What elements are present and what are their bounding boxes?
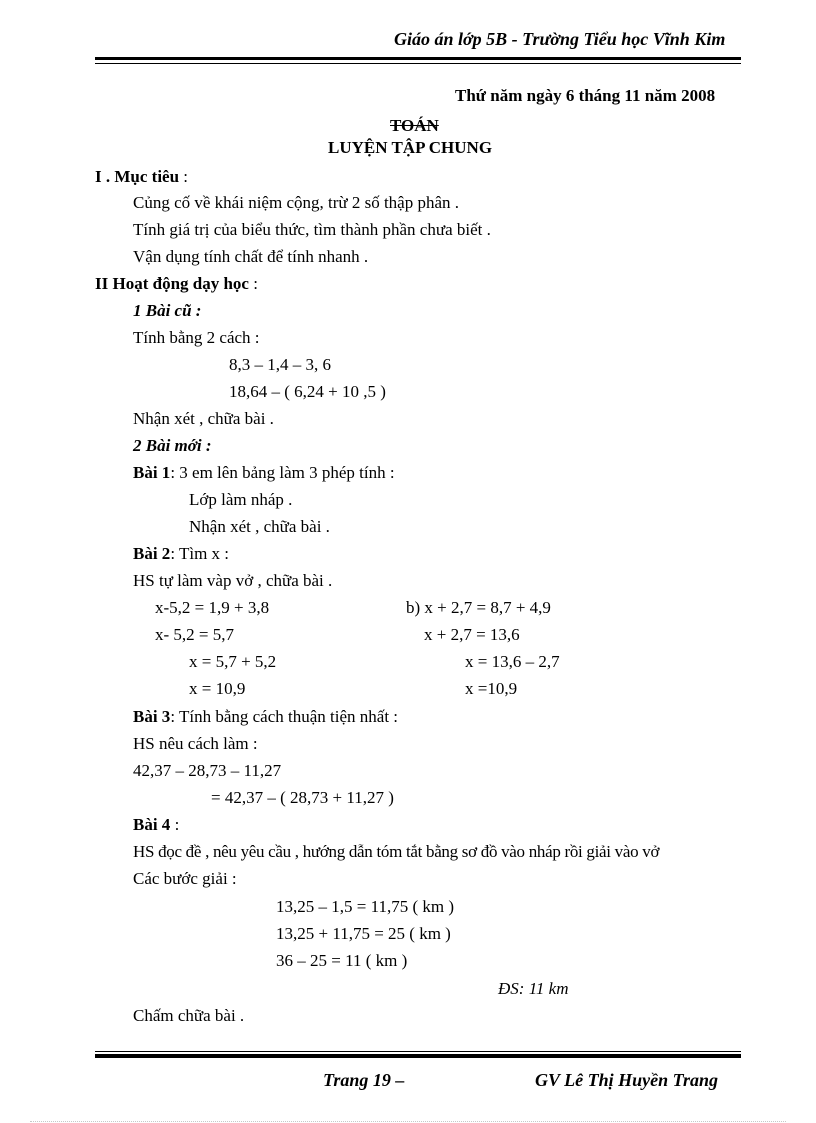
solution-right-line: x =10,9 xyxy=(465,679,518,698)
subject-title: TOÁN xyxy=(390,116,439,135)
solution-left-line: x = 10,9 xyxy=(189,679,246,698)
section2-heading: II Hoạt động dạy học : xyxy=(95,274,258,293)
exercise1-title: Bài 1: 3 em lên bảng làm 3 phép tính : xyxy=(133,463,395,482)
final-answer: ĐS: 11 km xyxy=(498,979,569,998)
bottom-dotted-rule xyxy=(30,1121,786,1122)
math-expression: 18,64 – ( 6,24 + 10 ,5 ) xyxy=(229,382,386,401)
old-lesson-heading: 1 Bài cũ : xyxy=(133,301,202,320)
math-expression: 42,37 – 28,73 – 11,27 xyxy=(133,761,282,780)
header-title: Giáo án lớp 5B - Trường Tiểu học Vĩnh Kim xyxy=(394,29,726,49)
objective-item: Vận dụng tính chất để tính nhanh . xyxy=(133,247,369,266)
math-expression: = 42,37 – ( 28,73 + 11,27 ) xyxy=(211,788,394,807)
lesson-title: LUYỆN TẬP CHUNG xyxy=(328,138,493,157)
math-expression: 8,3 – 1,4 – 3, 6 xyxy=(229,355,331,374)
solution-left-line: x- 5,2 = 5,7 xyxy=(155,625,234,644)
exercise2-intro: HS tự làm vàp vở , chữa bài . xyxy=(133,571,333,590)
objective-item: Tính giá trị của biểu thức, tìm thành phần chưa biết . xyxy=(133,220,491,239)
exercise1-line: Lớp làm nháp . xyxy=(189,490,293,509)
exercise3-title: Bài 3: Tính bằng cách thuận tiện nhất : xyxy=(133,707,399,726)
new-lesson-heading: 2 Bài mới : xyxy=(133,436,212,455)
section1-heading: I . Mục tiêu : xyxy=(95,167,189,186)
old-lesson-prompt: Tính bằng 2 cách : xyxy=(133,328,260,347)
solution-left-line: x-5,2 = 1,9 + 3,8 xyxy=(155,598,270,617)
teacher-name: GV Lê Thị Huyền Trang xyxy=(535,1070,719,1090)
solution-step: 13,25 – 1,5 = 11,75 ( km ) xyxy=(276,897,455,916)
solution-left-line: x = 5,7 + 5,2 xyxy=(189,652,277,671)
steps-label: Các bước giải : xyxy=(133,869,237,888)
lesson-date: Thứ năm ngày 6 tháng 11 năm 2008 xyxy=(455,86,716,105)
solution-right-line: b) x + 2,7 = 8,7 + 4,9 xyxy=(406,598,551,617)
solution-step: 13,25 + 11,75 = 25 ( km ) xyxy=(276,924,451,943)
objective-item: Củng cố về khái niệm cộng, trừ 2 số thập phân . xyxy=(133,193,460,212)
solution-right-line: x + 2,7 = 13,6 xyxy=(424,625,520,644)
old-lesson-note: Nhận xét , chữa bài . xyxy=(133,409,274,428)
footer-rule-thick xyxy=(95,1054,741,1058)
header-rule-thin xyxy=(95,63,741,64)
solution-step: 36 – 25 = 11 ( km ) xyxy=(276,951,408,970)
solution-right-line: x = 13,6 – 2,7 xyxy=(465,652,560,671)
header-rule-thick xyxy=(95,57,741,60)
exercise2-title: Bài 2: Tìm x : xyxy=(133,544,230,563)
footer-rule-thin xyxy=(95,1051,741,1052)
exercise3-intro: HS nêu cách làm : xyxy=(133,734,258,753)
exercise4-title: Bài 4 : xyxy=(133,815,180,834)
page-number: Trang 19 – xyxy=(323,1070,405,1090)
closing-note: Chấm chữa bài . xyxy=(133,1006,245,1025)
exercise4-description: HS đọc đề , nêu yêu cầu , hướng dẫn tóm tắt bằng sơ đồ vào nháp rồi giải vào vở xyxy=(133,842,660,861)
exercise1-line: Nhận xét , chữa bài . xyxy=(189,517,330,536)
